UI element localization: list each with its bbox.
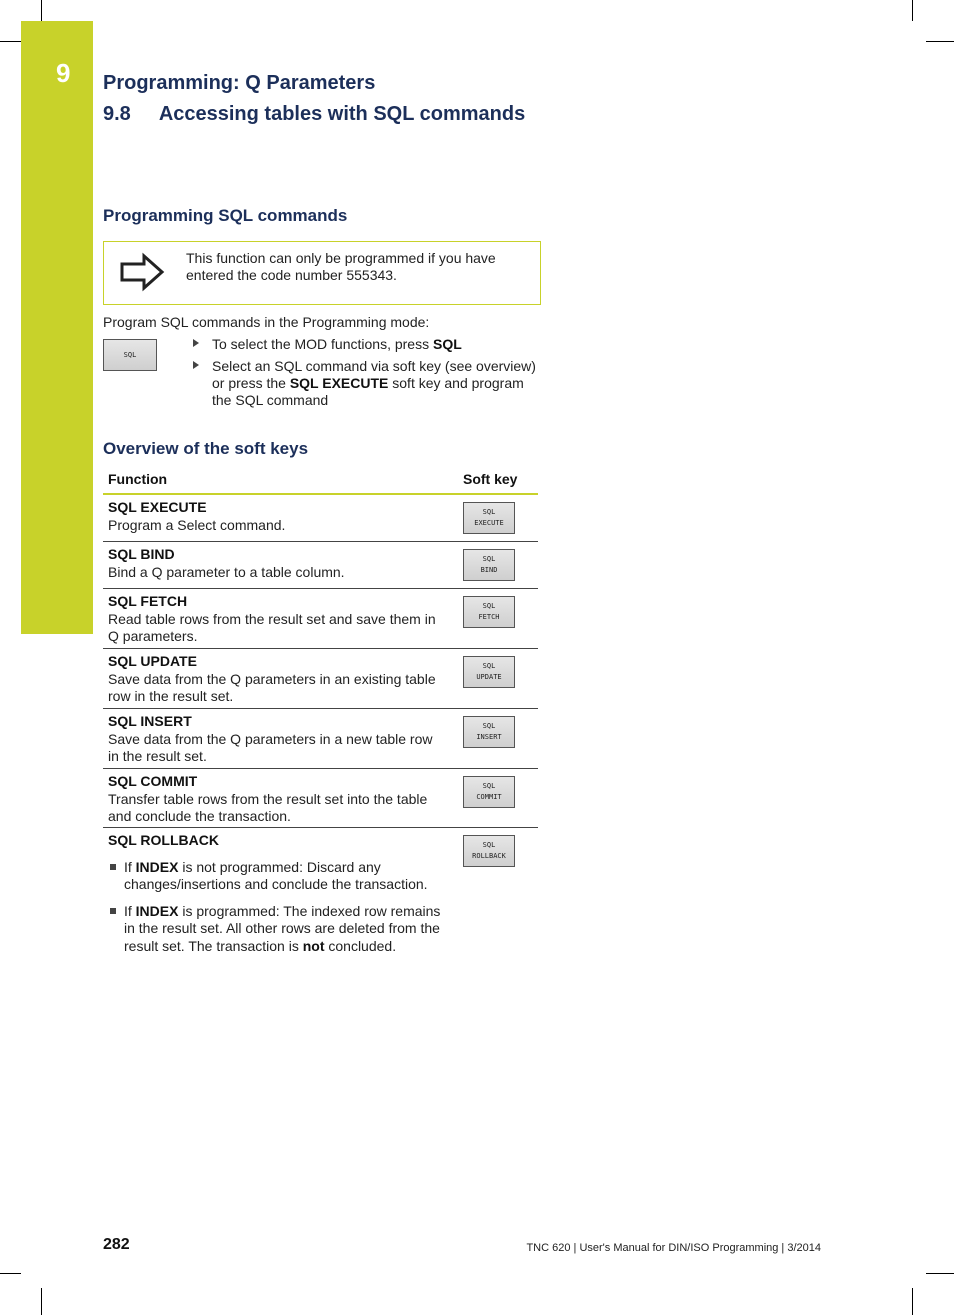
function-name: SQL EXECUTE — [108, 499, 207, 515]
right-arrow-icon — [120, 252, 166, 292]
function-name: SQL INSERT — [108, 713, 192, 729]
function-name: SQL ROLLBACK — [108, 832, 219, 848]
square-bullet-icon — [110, 908, 116, 914]
function-desc: Transfer table rows from the result set into the table and conclude the transaction. — [108, 790, 428, 824]
function-desc: Bind a Q parameter to a table column. — [108, 563, 345, 580]
table-row — [103, 709, 538, 769]
function-desc: Program a Select command. — [108, 516, 286, 533]
step-1-text: To select the MOD functions, press SQL — [212, 336, 462, 352]
function-name: SQL COMMIT — [108, 773, 198, 789]
section-title — [103, 103, 525, 126]
note-box — [103, 241, 541, 305]
col-softkey: Soft key — [463, 471, 518, 487]
triangle-bullet-icon — [193, 339, 199, 347]
step-2-text: Select an SQL command via soft key (see overview) or press the SQL EXECUTE soft key and program the SQL command — [212, 358, 536, 408]
function-name: SQL FETCH — [108, 593, 188, 609]
table-row — [103, 589, 538, 649]
col-function: Function — [108, 471, 168, 487]
function-desc: Save data from the Q parameters in a new table row in the result set. — [108, 730, 433, 764]
sql-insert-softkey[interactable]: SQL INSERT — [463, 716, 515, 748]
sql-rollback-softkey[interactable]: SQL ROLLBACK — [463, 835, 515, 867]
chapter-tab — [21, 21, 93, 634]
bullet-item: If INDEX is not programmed: Discard any changes/insertions and conclude the transaction. — [108, 859, 443, 894]
bullet-item: If INDEX is programmed: The indexed row remains in the result set. All other rows are deleted from the result set. The transaction is not concluded. — [108, 903, 443, 956]
sql-update-softkey[interactable]: SQL UPDATE — [463, 656, 515, 688]
sql-softkey[interactable] — [103, 339, 157, 371]
crop-mark — [926, 41, 954, 42]
table-row — [103, 649, 538, 709]
sql-execute-softkey[interactable]: SQL EXECUTE — [463, 502, 515, 534]
crop-mark — [41, 1288, 42, 1315]
page-number: 282 — [103, 1236, 130, 1253]
step-1 — [193, 336, 538, 353]
crop-mark — [41, 0, 42, 21]
triangle-bullet-icon — [193, 361, 199, 369]
table-row — [103, 542, 538, 589]
function-desc: Save data from the Q parameters in an existing table row in the result set. — [108, 670, 436, 704]
sql-fetch-softkey[interactable]: SQL FETCH — [463, 596, 515, 628]
crop-mark — [0, 41, 21, 42]
softkey-table — [103, 467, 538, 978]
crop-mark — [926, 1273, 954, 1274]
crop-mark — [912, 0, 913, 21]
function-name: SQL BIND — [108, 546, 175, 562]
programming-heading: Programming SQL commands — [103, 206, 348, 225]
overview-heading: Overview of the soft keys — [103, 439, 309, 458]
footer-text: TNC 620 | User's Manual for DIN/ISO Programming | 3/2014 — [526, 1242, 821, 1254]
sql-bind-softkey[interactable]: SQL BIND — [463, 549, 515, 581]
section-title-text: Accessing tables with SQL commands — [158, 103, 526, 125]
table-row — [103, 828, 538, 978]
step-2 — [193, 358, 538, 409]
square-bullet-icon — [110, 864, 116, 870]
sql-commit-softkey[interactable]: SQL COMMIT — [463, 776, 515, 808]
intro-text: Program SQL commands in the Programming mode: — [103, 314, 430, 330]
softkey-label: SQL — [123, 350, 137, 359]
crop-mark — [0, 1273, 21, 1274]
table-row — [103, 495, 538, 542]
chapter-number: 9 — [56, 58, 71, 88]
table-header — [103, 467, 538, 495]
note-text: This function can only be programmed if you have entered the code number 555343. — [186, 250, 496, 283]
section-number: 9.8 — [103, 103, 131, 125]
chapter-title: Programming: Q Parameters — [103, 72, 376, 94]
table-row — [103, 769, 538, 828]
function-name: SQL UPDATE — [108, 653, 197, 669]
function-desc: Read table rows from the result set and save them in Q parameters. — [108, 610, 436, 644]
crop-mark — [912, 1288, 913, 1315]
